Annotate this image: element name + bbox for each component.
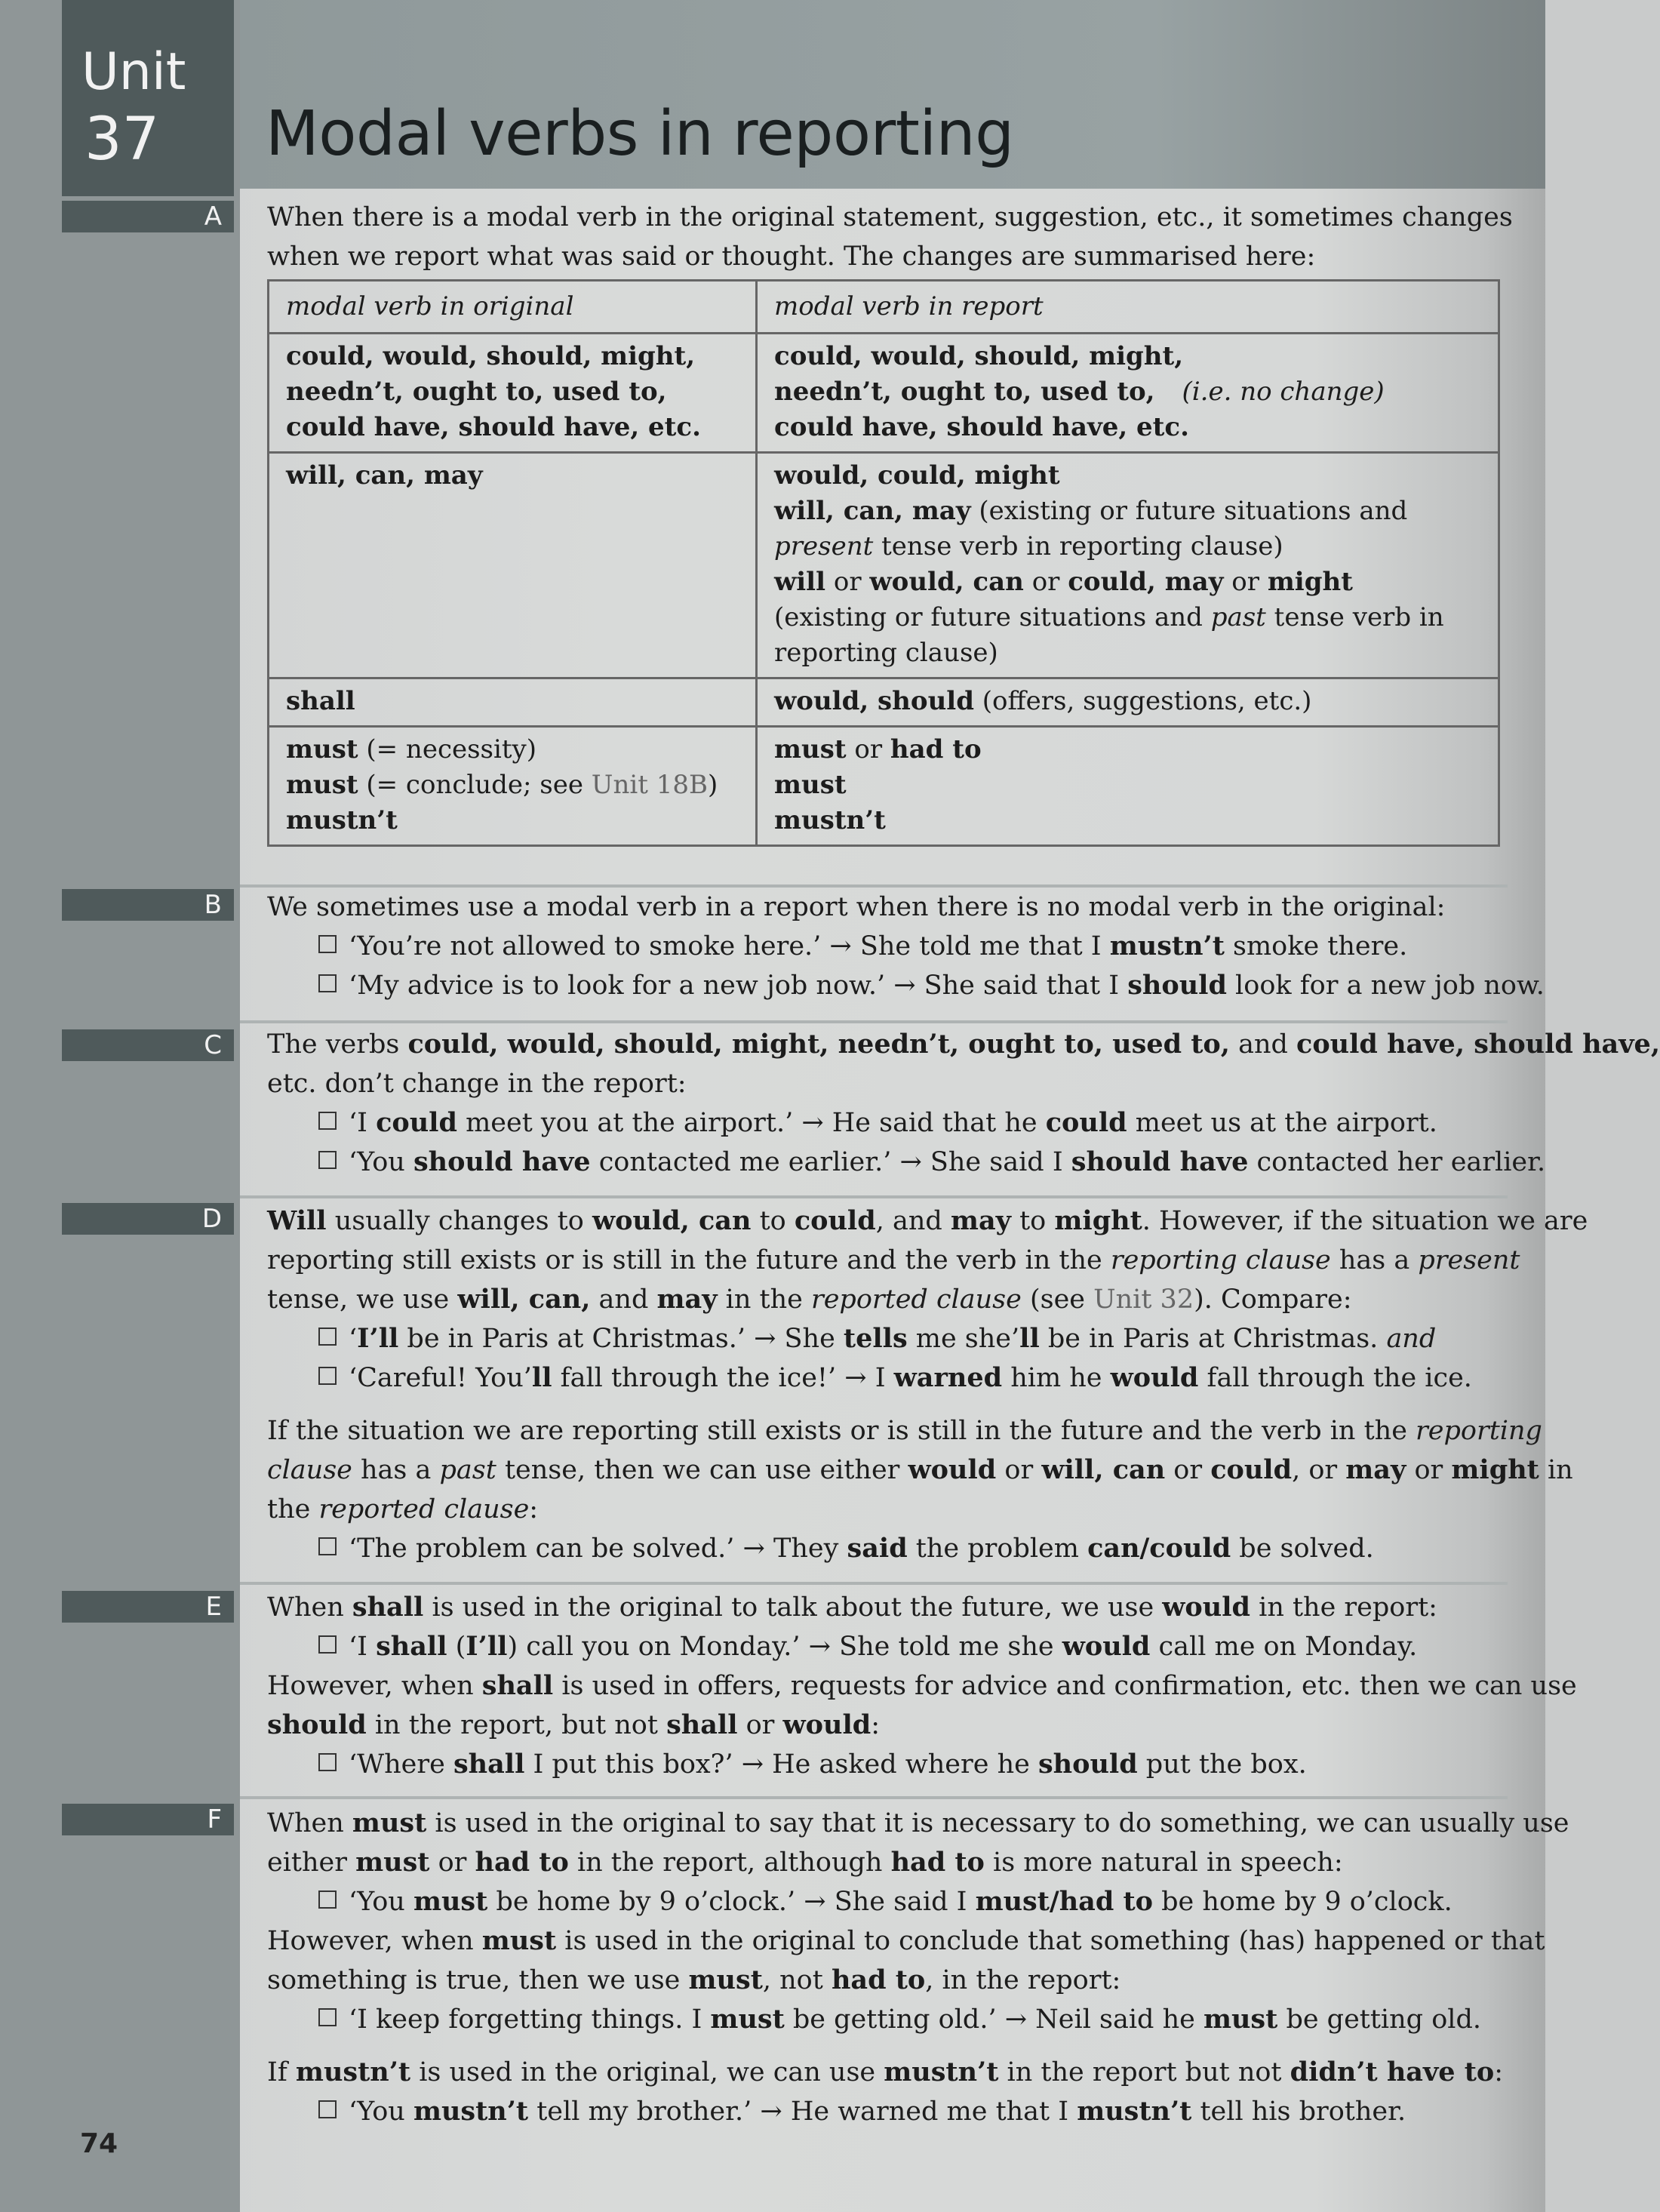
cell-term: must [774,770,847,800]
example-text: ) call you on Monday.’ → She told me she [507,1632,1062,1662]
cell-term: must [774,734,847,765]
text-run: in the report, although [568,1847,891,1878]
text-run: . However, if the situation we are [1142,1206,1588,1236]
example-text: meet you at the airport.’ → He said that he [456,1108,1046,1138]
text-run: something is true, then we use [267,1965,689,1995]
table-row [269,727,1499,846]
text-term: may [656,1284,718,1315]
example-term: shall [453,1749,525,1780]
example-term: I’ll [357,1323,399,1354]
section-divider [240,1796,1508,1799]
checkbox-bullet-icon [318,1537,337,1555]
cell-report [757,453,1499,678]
cell-term: past [1210,602,1266,632]
text-run: is more natural in speech: [984,1847,1343,1878]
example-text: tell my brother.’ → He warned me that I [528,2097,1077,2127]
text-term: had to [831,1964,926,1995]
section-f-line1 [267,1804,1569,1843]
example-term: ll [531,1362,552,1393]
table-header-row [269,281,1499,334]
example-text: be solved. [1231,1534,1374,1564]
cell-text: (offers, suggestions, etc.) [982,686,1312,716]
no-change-note: (i.e. no change) [1182,377,1385,407]
section-d-line1 [267,1201,1588,1241]
text-run: or [1165,1455,1211,1485]
example-text: ‘I keep forgetting things. I [349,2004,711,2035]
text-run: tense, we use [267,1284,458,1315]
text-run: The verbs [267,1029,408,1060]
example-item [318,1358,1472,1398]
example-text: ‘I [349,1632,377,1662]
example-text: be getting old. [1277,2004,1481,2035]
section-d-line4 [267,1411,1542,1451]
text-italic: reported clause [810,1284,1022,1315]
cell-line: needn’t, ought to, used to, [286,377,667,407]
cell-report [757,727,1499,846]
example-term: should [1127,970,1227,1001]
example-text: contacted her earlier. [1248,1147,1546,1177]
text-term: Will [267,1205,327,1236]
text-run: , and [875,1206,951,1236]
example-text: meet us at the airport. [1127,1108,1437,1138]
example-text: ‘I [349,1108,377,1138]
example-text: me she’ [907,1324,1020,1354]
text-term: should [267,1709,367,1740]
text-run: is used in the original to say that it is necessary to do something, we can usually use [426,1808,1569,1838]
text-term: could [794,1205,876,1236]
section-f-line3 [267,1921,1545,1961]
cell-text: tense verb in [1274,602,1444,632]
cell-text: or [1231,567,1260,597]
text-run: or [996,1455,1042,1485]
col-header-original: modal verb in original [269,281,757,334]
text-run: is used in offers, requests for advice and confirmation, etc. then we can use [553,1671,1577,1701]
cell-text: (existing or future situations and [774,602,1203,632]
example-text: fall through the ice. [1198,1363,1472,1393]
unit-number: 37 [85,106,160,174]
text-term: might [1451,1454,1539,1485]
text-term: must [688,1964,763,1995]
text-term: shall [352,1592,424,1623]
text-term: must [352,1807,427,1838]
col-header-report: modal verb in report [757,281,1499,334]
example-item [318,1627,1417,1666]
text-term: could [1210,1454,1293,1485]
section-f-line4 [267,1961,1505,2000]
example-text: ‘You [349,1147,413,1177]
example-text: ‘You [349,2097,413,2127]
cell-term: must [286,734,358,765]
text-run: or [1406,1455,1452,1485]
section-c-text-line2: etc. don’t change in the report: [267,1069,687,1099]
example-text: ‘You’re not allowed to smoke here.’ → She told me that I [349,931,1110,961]
text-run: to [1010,1206,1055,1236]
cell-text: (= conclude; see [366,770,583,800]
text-run: and [590,1284,657,1315]
example-text: put the box. [1137,1749,1307,1780]
text-run: or [737,1710,783,1740]
checkbox-bullet-icon [318,2008,337,2026]
checkbox-bullet-icon [318,974,337,992]
cell-term: could, may [1068,567,1224,597]
example-item [318,1745,1307,1784]
text-run: If the situation we are reporting still exists or is still in the future and the verb in the [267,1416,1416,1446]
cell-line: could, would, should, might, [286,341,696,371]
example-term: said [847,1533,908,1564]
example-item [318,2092,1406,2131]
text-run: : [529,1494,539,1524]
text-run: tense, then we can use either [496,1455,908,1485]
text-run: the [267,1494,319,1524]
cell-term: would, can [869,567,1024,597]
text-term: may [950,1205,1011,1236]
text-term: would [782,1709,872,1740]
cell-text: (existing or future situations and [979,496,1408,526]
section-a-text-line2: when we report what was said or thought. The changes are summarised here: [267,242,1316,272]
text-italic: past [439,1455,496,1485]
cell-text: or [854,734,883,765]
cell-report [757,334,1499,453]
section-f-line2 [267,1843,1505,1882]
cell-line: needn’t, ought to, used to, [774,377,1155,407]
example-text: contacted me earlier.’ → She said I [590,1147,1071,1177]
cell-line: could have, should have, etc. [286,412,701,442]
cell-line: could, would, should, might, [774,341,1184,371]
text-run: in the [717,1284,811,1315]
example-term: mustn’t [413,2096,529,2127]
example-term: warned [893,1362,1003,1393]
text-term: will, can [1041,1454,1166,1485]
text-run: When [267,1808,352,1838]
cell-text: reporting clause) [774,638,998,668]
example-text: I put this box?’ → He asked where he [524,1749,1038,1780]
text-italic: reporting [1416,1416,1542,1446]
table-row [269,678,1499,727]
example-term: ll [1019,1323,1040,1354]
example-term: should have [413,1146,591,1177]
text-run: is used in the original to talk about the future, we use [423,1592,1163,1623]
text-term: had to [475,1847,569,1878]
cell-line: shall [286,686,355,716]
example-term: would [1110,1362,1199,1393]
cell-text: tense verb in reporting clause) [881,531,1283,561]
example-term: would [1062,1631,1151,1662]
text-term: may [1345,1454,1406,1485]
cell-original [269,334,757,453]
section-e-tab: E [62,1591,234,1623]
left-margin-band [0,0,240,2212]
example-text: call me on Monday. [1150,1632,1418,1662]
cell-text: or [1031,567,1060,597]
text-run: If [267,2057,296,2087]
example-term: must/had to [975,1886,1154,1917]
cell-text: (= necessity) [366,734,537,765]
text-run: , or [1292,1455,1346,1485]
section-b-text: We sometimes use a modal verb in a report when there is no modal verb in the original: [267,892,1446,922]
checkbox-bullet-icon [318,1891,337,1909]
table-row [269,453,1499,678]
section-divider [240,1020,1508,1023]
checkbox-bullet-icon [318,2100,337,2118]
text-term: would [1162,1592,1250,1623]
section-a-text-line1: When there is a modal verb in the original statement, suggestion, etc., it sometimes changes [267,202,1513,232]
text-run: is used in the original, we can use [410,2057,884,2087]
text-term: didn’t have to [1290,2057,1495,2087]
text-run: , in the report: [925,1965,1121,1995]
section-d-line5 [267,1451,1573,1490]
example-text: him he [1002,1363,1111,1393]
section-e-line2 [267,1666,1577,1706]
example-text: the problem [907,1534,1088,1564]
text-run: reporting still exists or is still in the future and the verb in the [267,1245,1111,1275]
example-text: ‘You [349,1887,413,1917]
example-item [318,1143,1545,1182]
example-text: ‘Careful! You’ [349,1363,532,1393]
cell-term: might [1267,567,1353,597]
example-text: ‘My advice is to look for a new job now.’ → She said that I [349,971,1128,1001]
checkbox-bullet-icon [318,935,337,953]
example-term: tells [843,1323,908,1354]
example-text: ‘Where [349,1749,453,1780]
cell-text: or [833,567,862,597]
unit-label: Unit [81,42,186,102]
example-text: ‘The problem can be solved.’ → They [349,1534,847,1564]
text-term: shall [666,1709,738,1740]
section-c-text-line1 [267,1025,1660,1064]
cell-line: could have, should have, etc. [774,412,1189,442]
section-e-line1 [267,1588,1505,1627]
example-item [318,1882,1452,1921]
text-term: will, can, [457,1284,591,1315]
page-title: Modal verbs in reporting [266,98,1014,170]
cell-original [269,678,757,727]
text-run: However, when [267,1671,482,1701]
text-run: has a [352,1455,440,1485]
example-term: must [1203,2004,1278,2035]
text-run: to [751,1206,795,1236]
text-term: would [908,1454,997,1485]
cell-report [757,678,1499,727]
text-run: has a [1330,1245,1419,1275]
text-italic: clause [267,1455,352,1485]
text-term: would, can [592,1205,752,1236]
example-text: be in Paris at Christmas.’ → She [398,1324,844,1354]
checkbox-bullet-icon [318,1635,337,1654]
cell-original [269,727,757,846]
section-c-tab: C [62,1029,234,1061]
section-divider [240,1582,1508,1585]
unit-reference-link[interactable]: Unit 32 [1093,1284,1194,1315]
section-a-tab: A [62,201,234,232]
text-term: shall [481,1670,554,1701]
example-text: fall through the ice!’ → I [552,1363,894,1393]
example-term: must [710,2004,785,2035]
example-text: tell his brother. [1191,2097,1406,2127]
text-run: usually changes to [326,1206,592,1236]
text-run: in the report but not [998,2057,1290,2087]
text-term: mustn’t [884,2057,999,2087]
section-divider [240,1195,1508,1198]
example-term: mustn’t [1077,2096,1192,2127]
example-text: ‘ [349,1324,358,1354]
text-run: (see [1021,1284,1094,1315]
cell-line: would, could, might [774,460,1060,491]
text-run: When [267,1592,352,1623]
example-text: be getting old.’ → Neil said he [784,2004,1204,2035]
example-term: could [376,1107,457,1138]
section-d-line3 [267,1280,1505,1319]
text-run: or [429,1847,475,1878]
text-term: might [1054,1205,1142,1236]
text-italic: reported clause [318,1494,530,1524]
text-run: either [267,1847,356,1878]
cell-term: must [286,770,358,800]
example-term: could [1045,1107,1127,1138]
example-term: must [413,1886,488,1917]
section-f-tab: F [62,1804,234,1835]
section-f-line5 [267,2053,1505,2092]
example-term: mustn’t [1109,931,1225,961]
example-term: can/could [1087,1533,1231,1564]
unit-reference-link[interactable]: Unit 18B [591,770,708,800]
section-e-line3 [267,1706,1505,1745]
section-d-line6 [267,1490,1505,1529]
cell-term: would, should [774,686,974,716]
example-text: be in Paris at Christmas. [1039,1324,1387,1354]
table-row [269,334,1499,453]
text-term: could have, should have, [1296,1029,1660,1060]
section-b-tab: B [62,889,234,921]
section-d-tab: D [62,1203,234,1235]
text-term: mustn’t [295,2057,411,2087]
text-run: in the report, but not [366,1710,667,1740]
text-italic: present [1418,1245,1520,1275]
checkbox-bullet-icon [318,1367,337,1385]
text-term: must [355,1847,430,1878]
checkbox-bullet-icon [318,1753,337,1771]
page-number: 74 [80,2128,118,2159]
text-run: in the report: [1250,1592,1437,1623]
text-term: could, would, should, might, needn’t, ought to, used to, [407,1029,1230,1060]
cell-term: mustn’t [774,805,886,835]
text-run: : [871,1710,881,1740]
section-d-line2 [267,1241,1520,1280]
modal-verb-table [267,279,1500,847]
example-text: look for a new job now. [1226,971,1545,1001]
cell-line: will, can, may [286,460,483,491]
example-term: should have [1071,1146,1249,1177]
text-run: ). Compare: [1194,1284,1352,1315]
cell-term: will, can, may [774,496,971,526]
example-term: shall [376,1631,447,1662]
example-item [318,966,1545,1005]
cell-term: had to [890,734,982,765]
checkbox-bullet-icon [318,1112,337,1130]
cell-term: will [774,567,826,597]
text-run: However, when [267,1926,482,1956]
checkbox-bullet-icon [318,1328,337,1346]
example-text: be home by 9 o’clock. [1153,1887,1452,1917]
text-run: and [1229,1029,1297,1060]
text-term: had to [890,1847,985,1878]
text-term: must [481,1925,557,1956]
example-item [318,2000,1481,2039]
example-italic: and [1386,1324,1437,1354]
checkbox-bullet-icon [318,1151,337,1169]
cell-term: present [774,531,874,561]
example-item [318,1103,1437,1143]
text-run: is used in the original to conclude that something (has) happened or that [556,1926,1545,1956]
example-term: I’ll [466,1631,508,1662]
example-term: should [1038,1749,1138,1780]
example-text: be home by 9 o’clock.’ → She said I [487,1887,976,1917]
text-italic: reporting clause [1110,1245,1331,1275]
example-text: smoke there. [1224,931,1408,961]
example-item [318,1319,1436,1358]
cell-original [269,453,757,678]
example-text: ( [447,1632,466,1662]
text-run: , not [762,1965,832,1995]
cell-term: mustn’t [286,805,398,835]
text-run: : [1494,2057,1504,2087]
example-item [318,927,1407,966]
text-run: in [1539,1455,1573,1485]
cell-text: ) [707,770,718,800]
example-item [318,1529,1374,1568]
